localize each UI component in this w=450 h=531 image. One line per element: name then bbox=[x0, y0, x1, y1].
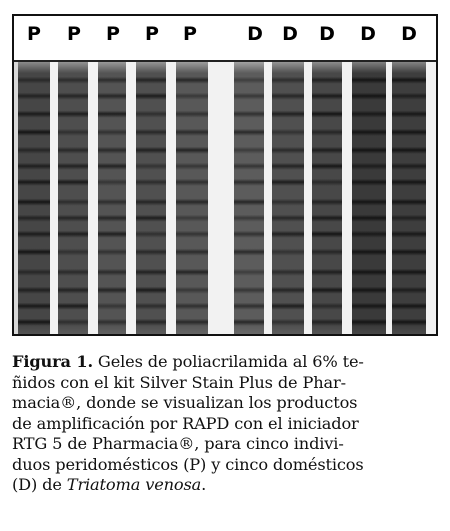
gel-lane bbox=[136, 62, 166, 336]
gel-lane bbox=[312, 62, 342, 336]
caption-line-7 bbox=[12, 475, 440, 496]
lane-label-1: P bbox=[27, 23, 41, 45]
gel-lane bbox=[58, 62, 88, 336]
caption-period: . bbox=[201, 475, 207, 494]
lane-gap bbox=[304, 62, 312, 336]
gel-lane bbox=[176, 62, 208, 336]
lane-label-10: D bbox=[401, 23, 417, 45]
caption-text-1: Geles de poliacrilamida al 6% te- bbox=[92, 352, 364, 371]
lane-label-8: D bbox=[319, 23, 335, 45]
lane-label-2: P bbox=[67, 23, 81, 45]
gel-lane bbox=[18, 62, 50, 336]
gel-lane bbox=[98, 62, 126, 336]
caption-line-2: ñidos con el kit Silver Stain Plus de Phar- bbox=[12, 372, 346, 392]
lane-gap bbox=[426, 62, 436, 336]
gel-image bbox=[14, 62, 436, 336]
lane-label-5: P bbox=[183, 23, 197, 45]
lane-gap bbox=[126, 62, 136, 336]
lane-label-7: D bbox=[282, 23, 298, 45]
caption-text-7: (D) de bbox=[12, 475, 67, 494]
lane-label-3: P bbox=[106, 23, 120, 45]
lane-label-9: D bbox=[360, 23, 376, 45]
lane-gap bbox=[264, 62, 272, 336]
gel-lane bbox=[392, 62, 426, 336]
caption-line-5: RTG 5 de Pharmacia®, para cinco indivi- bbox=[12, 434, 344, 453]
caption-line-6: duos peridomésticos (P) y cinco domésticos bbox=[12, 454, 364, 474]
lane-gap bbox=[50, 62, 58, 336]
gel-lane bbox=[352, 62, 386, 336]
caption-line-3: macia®, donde se visualizan los productos bbox=[12, 393, 358, 412]
gel-lane bbox=[234, 62, 264, 336]
caption-label: Figura 1. bbox=[12, 352, 93, 371]
lane-label-6: D bbox=[247, 23, 263, 45]
lane-gap bbox=[208, 62, 234, 336]
species-name: Triatoma venosa bbox=[66, 475, 202, 494]
lane-gap bbox=[88, 62, 98, 336]
figure-caption bbox=[12, 352, 440, 496]
gel-figure bbox=[12, 14, 438, 336]
gel-lane bbox=[272, 62, 304, 336]
lane-label-bar bbox=[14, 16, 436, 62]
caption-line-4: de amplificación por RAPD con el iniciador bbox=[12, 413, 359, 433]
lane-gap bbox=[166, 62, 176, 336]
caption-line-1 bbox=[12, 352, 440, 373]
lane-gap bbox=[342, 62, 352, 336]
lane-label-4: P bbox=[145, 23, 159, 45]
